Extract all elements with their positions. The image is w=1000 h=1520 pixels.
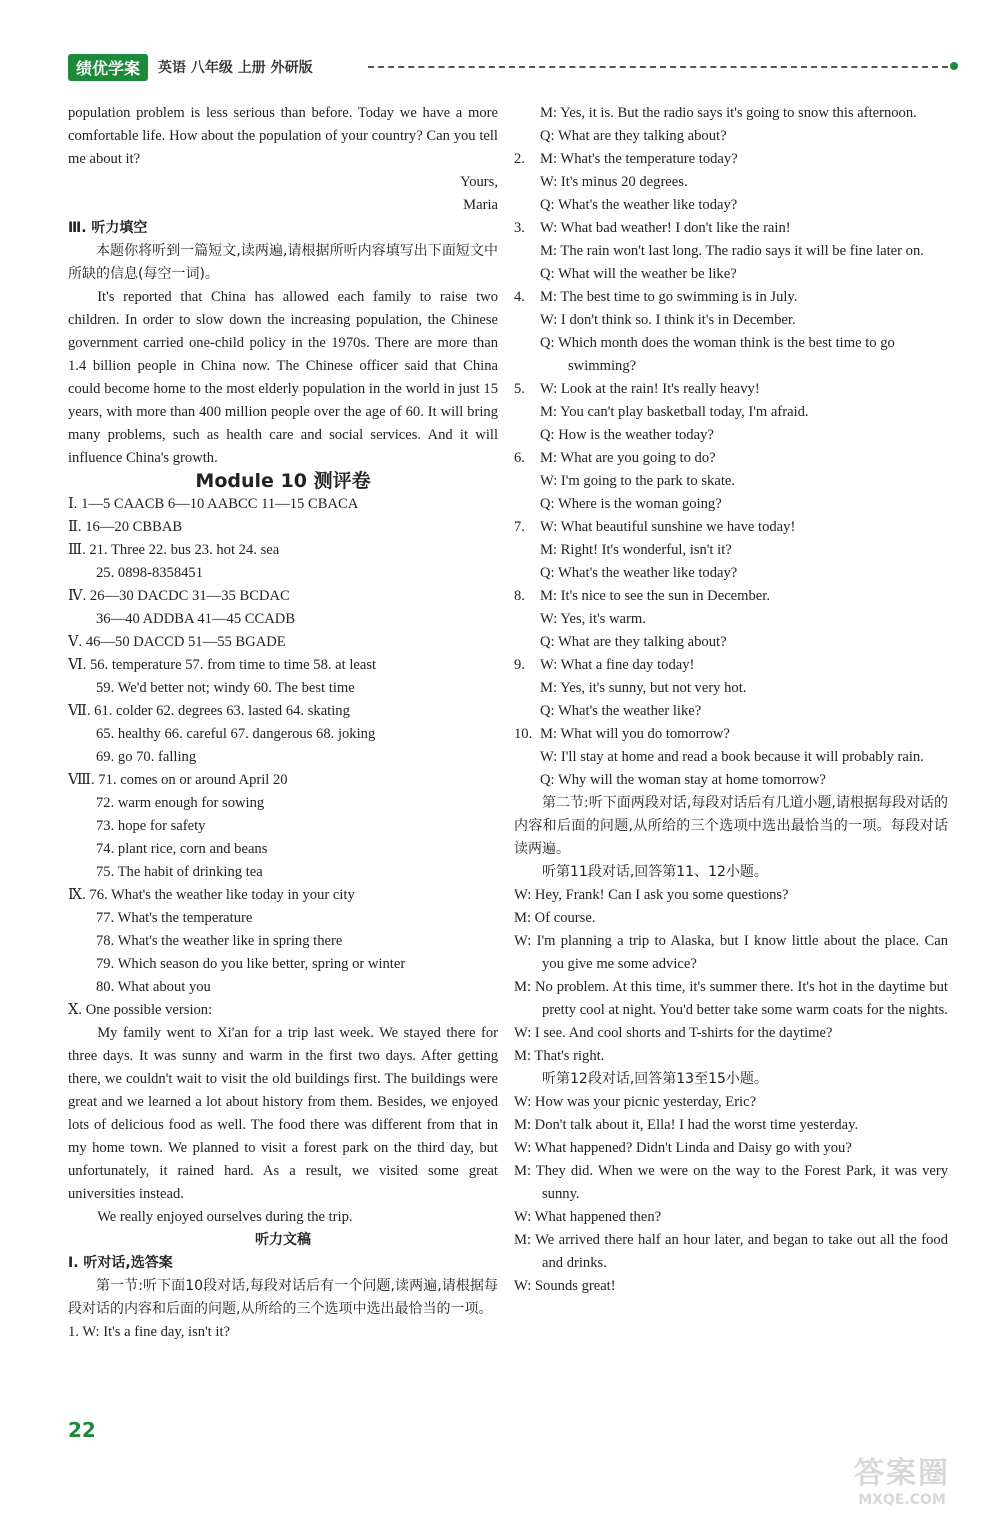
dialog-text: M: The best time to go swimming is in July. [540, 289, 798, 305]
dialog-text: Q: What's the weather like today? [540, 197, 738, 213]
conversation-line: W: I'm planning a trip to Alaska, but I know little about the place. Can you give me some advice? [514, 933, 948, 972]
header-subtitle: 英语 八年级 上册 外研版 [158, 60, 313, 76]
dialog-number [514, 424, 540, 447]
transcript-section-1-instruction: 第一节:听下面10段对话,每段对话后有一个问题,读两遍,请根据每段对话的内容和后面的问题,从所给的三个选项中选出最恰当的一项。 [68, 1278, 498, 1317]
answer-line: Ⅲ. 21. Three 22. bus 23. hot 24. sea [68, 542, 280, 558]
dialog-line [514, 746, 948, 769]
answer-line: Ⅶ. 61. colder 62. degrees 63. lasted 64. skating [68, 703, 350, 719]
dialog-line [514, 654, 948, 677]
dialog-text: Q: What's the weather like? [540, 703, 702, 719]
conversation-line: M: That's right. [514, 1048, 605, 1064]
brand-logo: 绩优学案 [68, 54, 148, 81]
dialog-number: 4. [514, 289, 525, 305]
dialog-text: W: It's minus 20 degrees. [540, 174, 688, 190]
dialog-text: W: What bad weather! I don't like the rain! [540, 220, 791, 236]
answer-line: 77. What's the temperature [96, 910, 253, 926]
dialog-line [514, 631, 948, 654]
section-3-text: It's reported that China has allowed each family to raise two children. In order to slow down the increasing population, the Chinese government carried one-child policy in the 1970s. There are more than 1.4 billion people in China now. The Chinese officer said that China could become home to the most elderly population in the world in just 15 years, with more than 400 million people over the age of 60. It will bring many problems, such as health care and social services. And it will influence China's growth. [68, 289, 498, 466]
conversation-line: W: I see. And cool shorts and T-shirts for the daytime? [514, 1025, 833, 1041]
dialog-number [514, 332, 540, 378]
dialog-text: M: Right! It's wonderful, isn't it? [540, 542, 732, 558]
answer-line: 80. What about you [96, 979, 211, 995]
dialog-line [514, 217, 948, 240]
dialog-line [514, 332, 948, 378]
letter-end: population problem is less serious than before. Today we have a more comfortable life. How about the population of your country? Can you tell me about it? [68, 105, 498, 167]
dialog-line [514, 723, 948, 746]
dialog-number [514, 470, 540, 493]
dialog-text: W: What a fine day today! [540, 657, 695, 673]
dialog-number: 7. [514, 519, 525, 535]
answer-line: 72. warm enough for sowing [96, 795, 265, 811]
dialog-text: Q: Where is the woman going? [540, 496, 722, 512]
dialog-number: 6. [514, 450, 525, 466]
dialog-number [514, 700, 540, 723]
dialog-text: M: Yes, it is. But the radio says it's going to snow this afternoon. [540, 105, 917, 121]
dialog-number: 5. [514, 381, 525, 397]
dialog-line [514, 102, 948, 125]
answer-line: Ⅳ. 26—30 DACDC 31—35 BCDAC [68, 588, 290, 604]
dialog-text: Q: What will the weather be like? [540, 266, 737, 282]
dialog-line [514, 608, 948, 631]
dialog-line [514, 539, 948, 562]
section-3-instruction: 本题你将听到一篇短文,读两遍,请根据所听内容填写出下面短文中所缺的信息(每空一词)。 [68, 243, 498, 282]
page-number: 22 [68, 1418, 96, 1442]
dialog-line [514, 516, 948, 539]
dialog-line [514, 171, 948, 194]
dialog-number [514, 631, 540, 654]
answer-line: 36—40 ADDBA 41—45 CCADB [96, 611, 296, 627]
dialog-text: Q: Why will the woman stay at home tomorrow? [540, 772, 826, 788]
dialog-number: 3. [514, 220, 525, 236]
dialog-line [514, 677, 948, 700]
dialog-text: Q: What's the weather like today? [540, 565, 738, 581]
dialog-text: M: What will you do tomorrow? [540, 726, 730, 742]
dialog-text: M: Yes, it's sunny, but not very hot. [540, 680, 747, 696]
dialog-number [514, 263, 540, 286]
conversation-line: W: How was your picnic yesterday, Eric? [514, 1094, 757, 1110]
dialog-number [514, 493, 540, 516]
conversation-line: M: Don't talk about it, Ella! I had the worst time yesterday. [514, 1117, 859, 1133]
conversation-line: M: They did. When we were on the way to the Forest Park, it was very sunny. [514, 1163, 948, 1202]
dialog-line [514, 378, 948, 401]
dialog-list [514, 102, 948, 792]
answer-line: Ⅰ. 1—5 CAACB 6—10 AABCC 11—15 CBACA [68, 496, 359, 512]
dialog-text: W: I don't think so. I think it's in December. [540, 312, 796, 328]
dialog-number [514, 240, 540, 263]
dialog-line [514, 424, 948, 447]
transcript-section-1-title: Ⅰ. 听对话,选答案 [68, 1255, 173, 1271]
answer-line: Ⅴ. 46—50 DACCD 51—55 BGADE [68, 634, 286, 650]
dialog-text: M: The rain won't last long. The radio says it will be fine later on. [540, 243, 924, 259]
dialog-number [514, 677, 540, 700]
dialog-text: M: It's nice to see the sun in December. [540, 588, 770, 604]
dialog-number [514, 194, 540, 217]
dialog-number [514, 309, 540, 332]
answer-key [68, 493, 498, 1022]
dialog-number: 2. [514, 151, 525, 167]
answer-line: 65. healthy 66. careful 67. dangerous 68. joking [96, 726, 376, 742]
dialog-line [514, 769, 948, 792]
watermark-logo: 答案圈 [854, 1456, 950, 1491]
conversation-line: W: What happened then? [514, 1209, 662, 1225]
running-header [68, 54, 958, 80]
transcript-title: 听力文稿 [255, 1232, 311, 1248]
conversation-12-heading: 听第12段对话,回答第13至15小题。 [542, 1071, 768, 1087]
essay: My family went to Xi'an for a trip last week. We stayed there for three days. It was sunny and warm in the first two days. After getting there, we couldn't wait to visit the old buildings first. The buildings were great and we learned a lot about history from them. Besides, we enjoyed lots of delicious food as well. The food there was different from that in my home town. We planned to visit a forest park on the third day, but unfortunately, it rained hard. As a result, we visited some great universities instead. [68, 1025, 498, 1202]
right-column [514, 102, 948, 1298]
dialog-text: M: What are you going to do? [540, 450, 716, 466]
part-2-instruction: 第二节:听下面两段对话,每段对话后有几道小题,请根据每段对话的内容和后面的问题,从所给的三个选项中选出最恰当的一项。每段对话读两遍。 [514, 795, 948, 857]
answer-line: Ⅷ. 71. comes on or around April 20 [68, 772, 288, 788]
dialog-number [514, 608, 540, 631]
dialog-text: Q: What are they talking about? [540, 128, 727, 144]
conversation-line: W: Hey, Frank! Can I ask you some questions? [514, 887, 789, 903]
dialog-number: 9. [514, 657, 525, 673]
dialog-line [514, 125, 948, 148]
dialog-number [514, 171, 540, 194]
dialog-number [514, 125, 540, 148]
section-3-title: Ⅲ. 听力填空 [68, 220, 148, 236]
dialog-number [514, 769, 540, 792]
dialog-text: Q: Which month does the woman think is the best time to go swimming? [540, 335, 895, 374]
conversation-12 [514, 1091, 948, 1298]
answer-line: 25. 0898-8358451 [96, 565, 204, 581]
dialog-line [514, 470, 948, 493]
dialog-line [514, 194, 948, 217]
dialog-line [514, 493, 948, 516]
dialog-line [514, 148, 948, 171]
dialog-text: W: What beautiful sunshine we have today! [540, 519, 796, 535]
dialog-line [514, 309, 948, 332]
dialog-number: 8. [514, 588, 525, 604]
answer-line: Ⅱ. 16—20 CBBAB [68, 519, 183, 535]
conversation-line: W: Sounds great! [514, 1278, 616, 1294]
dialog-number [514, 401, 540, 424]
dialog-line [514, 263, 948, 286]
dialog-text: M: What's the temperature today? [540, 151, 738, 167]
dialog-text: M: You can't play basketball today, I'm afraid. [540, 404, 809, 420]
dialog-line [514, 562, 948, 585]
essay-end: We really enjoyed ourselves during the trip. [97, 1209, 353, 1225]
letter-closing: Yours, [460, 174, 498, 190]
conversation-line: W: What happened? Didn't Linda and Daisy go with you? [514, 1140, 852, 1156]
conversation-line: M: Of course. [514, 910, 596, 926]
dialog-number [514, 102, 540, 125]
dialog-text: W: I'm going to the park to skate. [540, 473, 736, 489]
watermark [842, 1448, 962, 1508]
dialog-line [514, 286, 948, 309]
answer-line: 59. We'd better not; windy 60. The best time [96, 680, 355, 696]
watermark-url: MXQE.COM [858, 1492, 946, 1508]
answer-line: 69. go 70. falling [96, 749, 197, 765]
header-dot [950, 62, 958, 70]
dialog-number [514, 539, 540, 562]
answer-line: Ⅵ. 56. temperature 57. from time to time 58. at least [68, 657, 377, 673]
conversation-11 [514, 884, 948, 1068]
dialog-line [514, 240, 948, 263]
answer-line: Ⅸ. 76. What's the weather like today in your city [68, 887, 355, 903]
dialog-line [514, 585, 948, 608]
answer-line: 75. The habit of drinking tea [96, 864, 263, 880]
header-divider [368, 66, 948, 68]
dialog-1-line: 1. W: It's a fine day, isn't it? [68, 1324, 230, 1340]
dialog-number [514, 562, 540, 585]
conversation-line: M: No problem. At this time, it's summer there. It's hot in the daytime but pretty cool at night. You'd better take some warm coats for the nights. [514, 979, 948, 1018]
dialog-line [514, 700, 948, 723]
conversation-line: M: We arrived there half an hour later, and began to take out all the food and drinks. [514, 1232, 948, 1271]
answer-line: Ⅹ. One possible version: [68, 1002, 213, 1018]
dialog-line [514, 401, 948, 424]
answer-line: 74. plant rice, corn and beans [96, 841, 268, 857]
answer-line: 78. What's the weather like in spring there [96, 933, 343, 949]
dialog-text: Q: What are they talking about? [540, 634, 727, 650]
answer-line: 79. Which season do you like better, spring or winter [96, 956, 406, 972]
dialog-number: 10. [514, 726, 533, 742]
letter-signature: Maria [463, 197, 498, 213]
conversation-11-heading: 听第11段对话,回答第11、12小题。 [542, 864, 768, 880]
dialog-text: W: Yes, it's warm. [540, 611, 646, 627]
dialog-text: W: Look at the rain! It's really heavy! [540, 381, 760, 397]
dialog-number [514, 746, 540, 769]
answer-line: 73. hope for safety [96, 818, 206, 834]
dialog-line [514, 447, 948, 470]
dialog-text: W: I'll stay at home and read a book because it will probably rain. [540, 749, 924, 765]
module-title: Module 10 测评卷 [195, 470, 371, 492]
dialog-text: Q: How is the weather today? [540, 427, 714, 443]
left-column [68, 102, 498, 1344]
